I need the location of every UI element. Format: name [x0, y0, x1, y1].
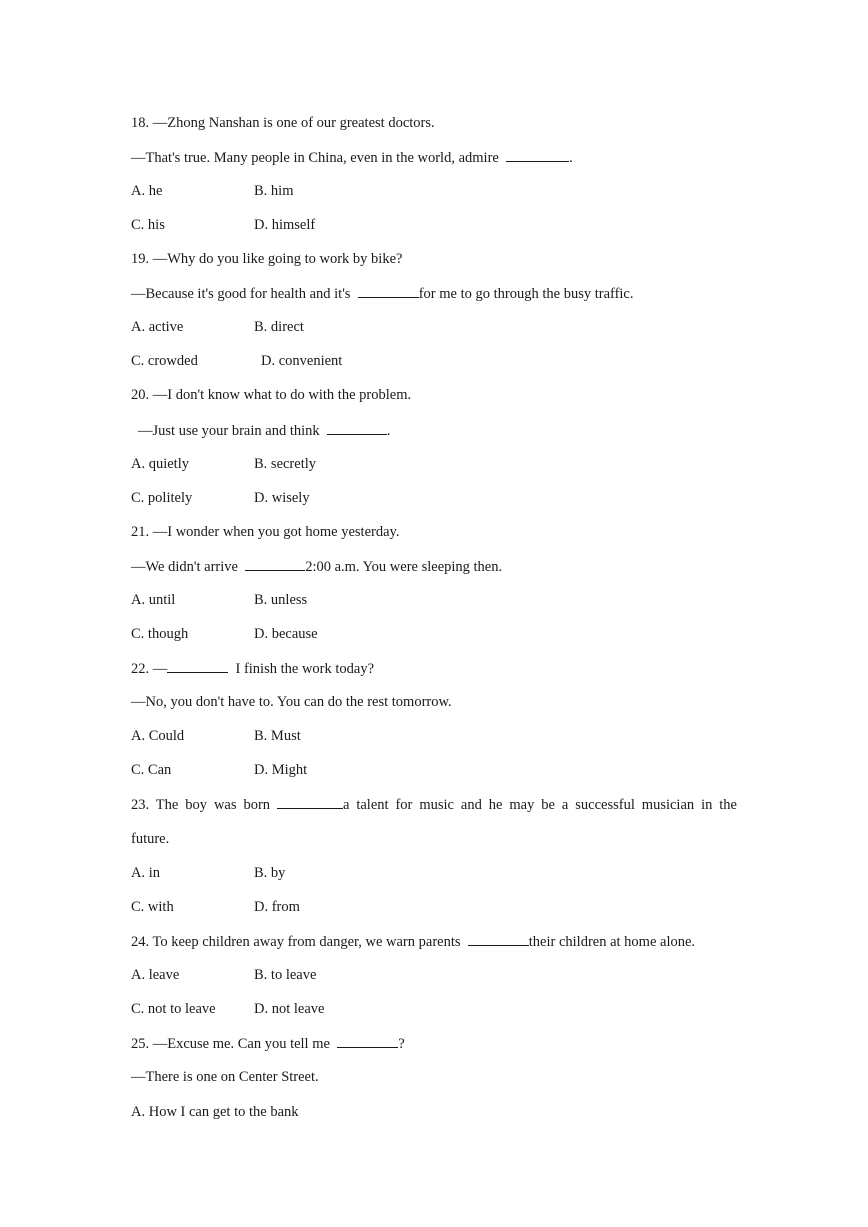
answer-blank[interactable]: [337, 1034, 398, 1048]
option-a[interactable]: A. he: [131, 183, 163, 199]
question-21-reply: —We didn't arrive 2:00 a.m. You were sleeping then.: [131, 559, 503, 575]
answer-blank[interactable]: [468, 932, 529, 946]
option-d[interactable]: D. not leave: [254, 1001, 325, 1017]
question-22-reply: —No, you don't have to. You can do the rest tomorrow.: [131, 694, 452, 710]
option-c[interactable]: C. not to leave: [131, 1001, 216, 1017]
option-a[interactable]: A. How I can get to the bank: [131, 1104, 299, 1120]
option-a[interactable]: A. leave: [131, 967, 180, 983]
option-d[interactable]: D. because: [254, 626, 318, 642]
option-b[interactable]: B. secretly: [254, 456, 317, 472]
option-a[interactable]: A. in: [131, 865, 160, 881]
question-20-reply: —Just use your brain and think .: [138, 423, 391, 439]
option-d[interactable]: D. wisely: [254, 490, 310, 506]
answer-blank[interactable]: [167, 659, 228, 673]
question-24-prompt: 24. To keep children away from danger, we warn parents their children at home alone.: [131, 934, 696, 950]
answer-blank[interactable]: [506, 148, 569, 162]
question-19-prompt: 19. —Why do you like going to work by bike?: [131, 251, 403, 267]
question-20-prompt: 20. —I don't know what to do with the problem.: [131, 387, 412, 403]
option-b[interactable]: B. by: [254, 865, 286, 881]
question-21-prompt: 21. —I wonder when you got home yesterday.: [131, 524, 400, 540]
option-c[interactable]: C. politely: [131, 490, 193, 506]
option-c[interactable]: C. though: [131, 626, 189, 642]
question-23-continuation: future.: [131, 831, 170, 847]
option-a[interactable]: A. until: [131, 592, 176, 608]
answer-blank[interactable]: [358, 284, 419, 298]
answer-blank[interactable]: [245, 557, 305, 571]
option-b[interactable]: B. Must: [254, 728, 301, 744]
option-a[interactable]: A. quietly: [131, 456, 189, 472]
option-d[interactable]: D. Might: [254, 762, 308, 778]
question-25-reply: —There is one on Center Street.: [131, 1069, 319, 1085]
option-c[interactable]: C. Can: [131, 762, 172, 778]
question-18-prompt: 18. —Zhong Nanshan is one of our greatest doctors.: [131, 115, 435, 131]
option-c[interactable]: C. crowded: [131, 353, 198, 369]
option-b[interactable]: B. to leave: [254, 967, 317, 983]
option-d[interactable]: D. convenient: [261, 353, 343, 369]
answer-blank[interactable]: [277, 795, 343, 809]
option-b[interactable]: B. him: [254, 183, 294, 199]
option-b[interactable]: B. direct: [254, 319, 304, 335]
question-18-reply: —That's true. Many people in China, even in the world, admire .: [131, 150, 573, 166]
option-c[interactable]: C. with: [131, 899, 174, 915]
option-d[interactable]: D. from: [254, 899, 300, 915]
option-d[interactable]: D. himself: [254, 217, 316, 233]
option-c[interactable]: C. his: [131, 217, 165, 233]
question-25-prompt: 25. —Excuse me. Can you tell me ?: [131, 1036, 405, 1052]
question-23-prompt: 23. The boy was born a talent for music and he may be a successful musician in the: [131, 797, 737, 813]
option-a[interactable]: A. Could: [131, 728, 185, 744]
option-b[interactable]: B. unless: [254, 592, 308, 608]
question-22-prompt: 22. — I finish the work today?: [131, 661, 375, 677]
option-a[interactable]: A. active: [131, 319, 184, 335]
answer-blank[interactable]: [327, 421, 387, 435]
question-19-reply: —Because it's good for health and it's for me to go through the busy traffic.: [131, 286, 634, 302]
